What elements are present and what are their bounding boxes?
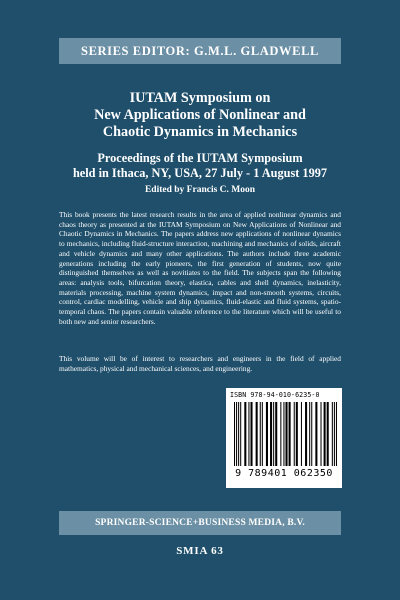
barcode-bar	[296, 402, 298, 466]
publisher-text: SPRINGER-SCIENCE+BUSINESS MEDIA, B.V.	[95, 518, 305, 528]
barcode-bar	[270, 402, 272, 466]
title-line: Chaotic Dynamics in Mechanics	[102, 124, 298, 140]
barcode-bar	[262, 402, 263, 466]
barcode-bar	[327, 402, 329, 466]
barcode-bar	[315, 402, 317, 466]
series-editor-band	[59, 38, 341, 64]
subtitle-line: held in Ithaca, NY, USA, 27 July - 1 August 1997	[72, 166, 328, 180]
barcode-bar	[336, 402, 337, 466]
barcode-bar	[238, 402, 239, 466]
description-paragraph: This book presents the latest research results in the area of applied nonlinear dynamics and chaos theory as presented at the IUTAM Symposium on New Applications of Nonlinear and Chaotic Dynamics in Mechanics. The papers address new applications of nonlinear dynamics to mechanics, including fluid-structure interaction, machining and mechanics of solids, aircraft and vehicle dynamics and many other applications. The authors include three academic generations including the early pioneers, the first generation of students, now quite distinguished themselves as well as novitiates to the field. The subjects span the following areas: analysis tools, bifurcation theory, elastica, cables and shell dynamics, inelasticity, materials processing, machine system dynamics, impact and non-smooth systems, circuits, control, cardiac modelling, vehicle and ship dynamics, fluid-elastic and fluid systems, spatio-temporal chaos. The papers contain valuable reference to the literature which will be useful to both new and senior researchers.	[59, 210, 341, 326]
barcode-bar	[244, 402, 246, 466]
barcode-bar	[260, 402, 261, 466]
barcode-bar	[275, 402, 277, 466]
barcode-bars	[234, 402, 338, 466]
barcode-bar	[311, 402, 312, 466]
barcode-bar	[266, 402, 268, 466]
barcode-bar	[305, 402, 307, 466]
barcode-bar	[334, 402, 335, 466]
publisher-band	[59, 511, 341, 535]
barcode-bar	[332, 402, 333, 466]
book-title	[20, 90, 380, 141]
barcode-bar	[256, 402, 258, 466]
barcode-bar	[324, 402, 326, 466]
isbn-text: ISBN 978-94-010-6235-0	[230, 391, 320, 399]
book-subtitle	[20, 151, 380, 181]
barcode-bar	[309, 402, 310, 466]
barcode-bar	[280, 402, 281, 466]
barcode-bar	[321, 402, 322, 466]
barcode-bar	[234, 402, 235, 466]
barcode-digits: 9 789401 062350	[235, 468, 333, 479]
barcode-bar	[240, 402, 241, 466]
barcode-bar	[285, 402, 287, 466]
barcode-bar	[250, 402, 252, 466]
book-editor: Edited by Francis C. Moon	[144, 185, 256, 195]
barcode-bar	[294, 402, 295, 466]
title-line: IUTAM Symposium on	[129, 90, 271, 106]
barcode-bar	[289, 402, 291, 466]
series-number: SMIA 63	[176, 545, 224, 557]
barcode-bar	[273, 402, 274, 466]
series-editor-text: SERIES EDITOR: G.M.L. GLADWELL	[81, 44, 319, 58]
barcode-bar	[236, 402, 237, 466]
barcode-bar	[301, 402, 302, 466]
description-paragraph: This volume will be of interest to researchers and engineers in the field of applied mathematics, physical and mechanical sciences, and engineering.	[59, 354, 341, 373]
barcode-bar	[283, 402, 284, 466]
title-line: New Applications of Nonlinear and	[94, 107, 306, 123]
subtitle-line: Proceedings of the IUTAM Symposium	[97, 151, 303, 165]
barcode-label	[226, 388, 342, 488]
barcode-bar	[248, 402, 249, 466]
